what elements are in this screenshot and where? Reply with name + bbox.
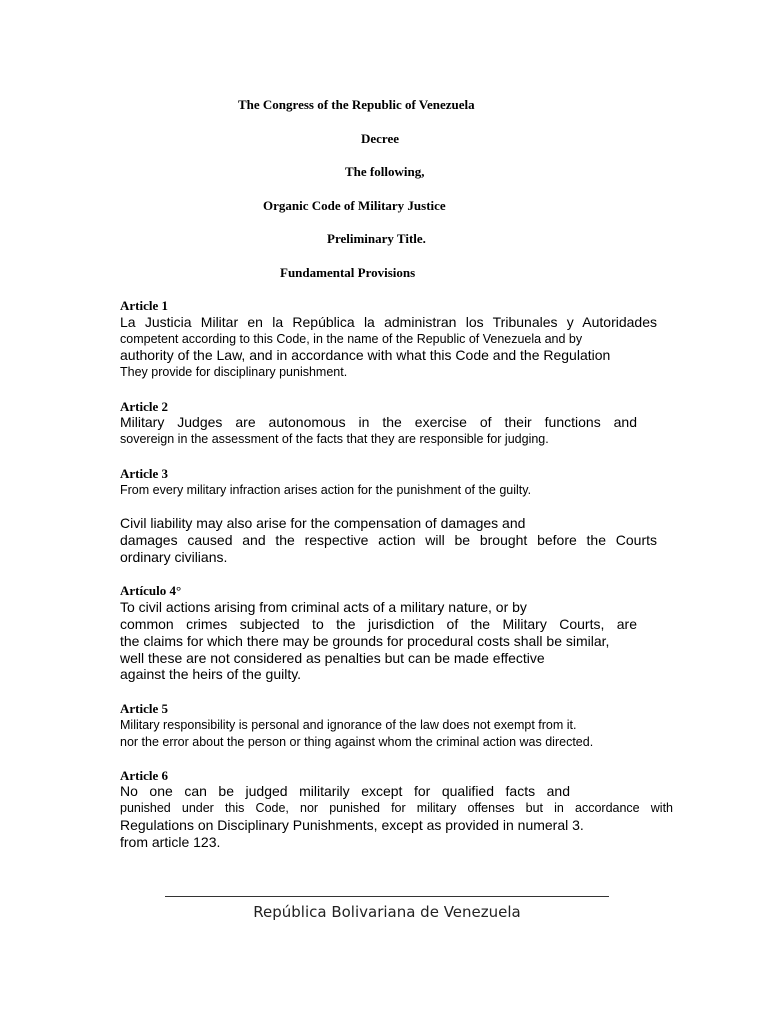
- article-3-heading: Article 3: [120, 466, 169, 481]
- article-5-line-1: Military responsibility is personal and ignorance of the law does not exempt from it.: [120, 718, 577, 732]
- code-title-heading: Organic Code of Military Justice: [263, 198, 446, 213]
- fundamental-provisions-heading: Fundamental Provisions: [280, 265, 416, 280]
- article-3-line-1: From every military infraction arises action for the punishment of the guilty.: [120, 483, 532, 497]
- article-4-line-1: To civil actions arising from criminal acts of a military nature, or by: [120, 599, 527, 615]
- congress-heading: The Congress of the Republic of Venezuela: [238, 97, 475, 112]
- article-3-line-2: Civil liability may also arise for the compensation of damages and: [120, 515, 526, 531]
- article-1-line-1: La Justicia Militar en la República la administran los Tribunales y Autoridades: [120, 314, 657, 330]
- article-3-line-4: ordinary civilians.: [120, 549, 228, 565]
- decree-heading: Decree: [361, 131, 400, 146]
- article-3-line-3: damages caused and the respective action will be brought before the Courts: [120, 532, 657, 548]
- article-6-line-4: from article 123.: [120, 834, 221, 850]
- article-2-heading: Article 2: [120, 399, 169, 414]
- article-6-line-3: Regulations on Disciplinary Punishments, except as provided in numeral 3.: [120, 817, 584, 833]
- article-4-line-3: the claims for which there may be grounds for procedural costs shall be similar,: [120, 633, 610, 649]
- article-2-line-1: Military Judges are autonomous in the exercise of their functions and: [120, 414, 637, 430]
- footer-divider: [165, 896, 609, 897]
- article-2-line-2: sovereign in the assessment of the facts that they are responsible for judging.: [120, 432, 549, 446]
- article-1-line-3: authority of the Law, and in accordance with what this Code and the Regulation: [120, 347, 611, 363]
- article-4-heading: Artículo 4°: [120, 583, 182, 598]
- article-4-line-4: well these are not considered as penalties but can be made effective: [120, 650, 545, 666]
- footer-text: República Bolivariana de Venezuela: [253, 903, 521, 921]
- article-4-line-5: against the heirs of the guilty.: [120, 666, 302, 682]
- article-5-heading: Article 5: [120, 701, 169, 716]
- article-6-line-1: No one can be judged militarily except for qualified facts and: [120, 783, 570, 799]
- article-1-heading: Article 1: [120, 298, 169, 313]
- article-6-line-2: punished under this Code, nor punished for military offenses but in accordance with: [120, 801, 673, 815]
- article-1-line-2: competent according to this Code, in the name of the Republic of Venezuela and by: [120, 332, 583, 346]
- article-4-line-2: common crimes subjected to the jurisdiction of the Military Courts, are: [120, 616, 637, 632]
- following-heading: The following,: [345, 164, 425, 179]
- article-6-heading: Article 6: [120, 768, 169, 783]
- article-5-line-2: nor the error about the person or thing against whom the criminal action was directed.: [120, 735, 594, 749]
- preliminary-title-heading: Preliminary Title.: [327, 231, 426, 246]
- article-1-line-4: They provide for disciplinary punishment.: [120, 365, 348, 379]
